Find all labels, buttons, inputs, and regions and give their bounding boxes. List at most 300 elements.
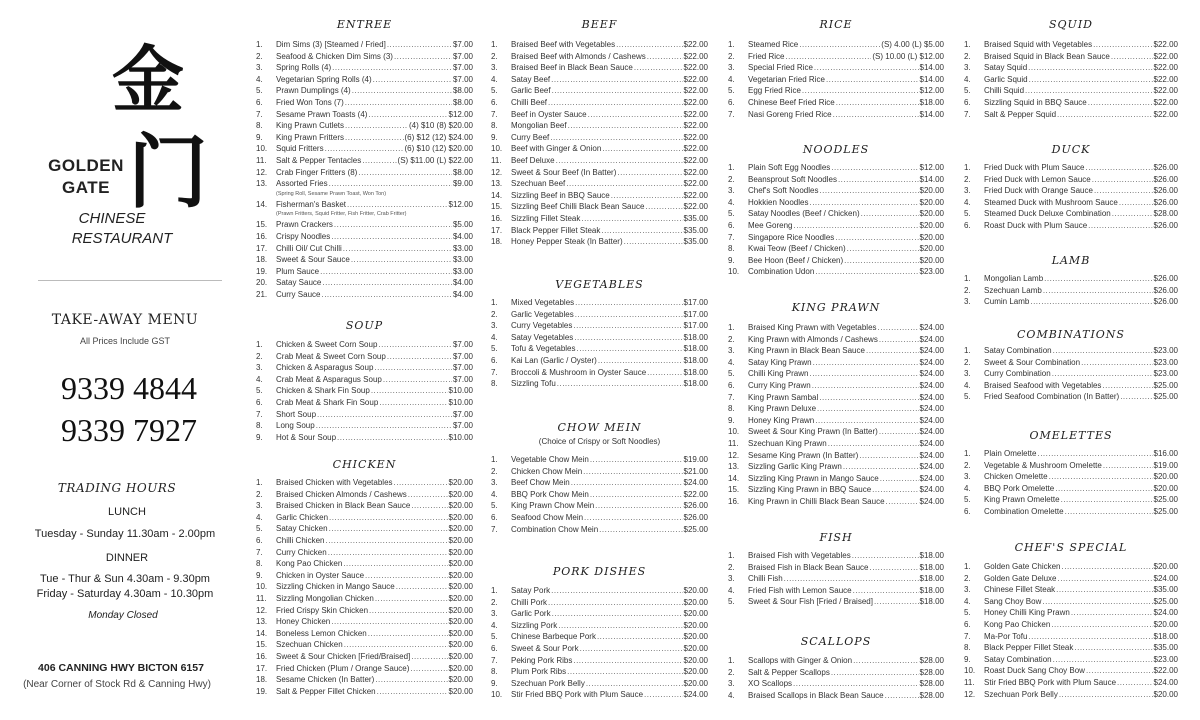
item-name: Satay Combination: [984, 654, 1052, 664]
item-number: 18.: [256, 255, 268, 265]
item-name: Peking Pork Ribs: [511, 655, 573, 665]
item-price: $20.00: [919, 209, 944, 219]
menu-item: [964, 574, 1178, 586]
item-number: 3.: [964, 186, 971, 196]
item-name: Broccoli & Mushroom in Oyster Sauce: [511, 367, 647, 377]
item-price: $7.00: [452, 40, 473, 49]
item-number: 4.: [728, 585, 735, 595]
item-name: Steamed Duck with Mushroom Sauce: [984, 197, 1118, 207]
item-number: 4.: [964, 74, 971, 84]
item-price: $4.00: [452, 278, 473, 288]
menu-item: [256, 375, 473, 387]
item-price: (S) 10.00 (L) $12.00: [872, 51, 944, 61]
item-price: $20.00: [448, 524, 473, 534]
item-leader: [571, 478, 683, 487]
item-number: 16.: [256, 651, 268, 661]
item-leader: [1037, 449, 1152, 458]
menu-item: [491, 513, 708, 525]
menu-item: [491, 598, 708, 610]
item-leader: [817, 404, 918, 413]
menu-column-2: [491, 0, 708, 720]
menu-item: [491, 679, 708, 691]
item-leader: [1044, 274, 1152, 283]
item-name: Salt & Pepper Scallops: [748, 667, 830, 677]
item-name: Curry Beef: [511, 132, 550, 142]
menu-item: [964, 678, 1178, 690]
item-leader: [351, 255, 452, 264]
item-price: $18.00: [919, 574, 944, 584]
menu-item: [728, 335, 944, 347]
item-name: King Prawn Chow Mein: [511, 501, 595, 511]
menu-item: [964, 86, 1178, 98]
section-title-fish: FISH: [819, 531, 853, 544]
item-leader: [1119, 198, 1153, 207]
menu-item: [256, 398, 473, 410]
item-number: 4.: [728, 74, 735, 84]
item-leader: [819, 393, 918, 402]
item-price: (S) $11.00 (L) $22.00: [397, 155, 473, 165]
item-number: 3.: [728, 346, 735, 356]
item-price: $20.00: [1153, 689, 1178, 699]
entree-list: [256, 40, 473, 301]
item-name: Sizzling Beef in BBQ Sauce: [511, 190, 610, 200]
item-number: 1.: [256, 40, 263, 49]
menu-item: [964, 52, 1178, 64]
item-name: Sweet & Sour King Prawn (In Batter): [748, 427, 878, 437]
item-name: Squid Fritters: [276, 144, 324, 154]
item-number: 2.: [964, 174, 971, 184]
item-number: 2.: [256, 351, 263, 361]
chefs-special-list: [964, 562, 1178, 701]
item-name: Honey Chilli King Prawn: [984, 608, 1070, 618]
menu-item: [491, 52, 708, 64]
menu-item: [491, 40, 708, 52]
item-price: $18.00: [919, 585, 944, 595]
item-leader: [1052, 369, 1153, 378]
item-leader: [826, 75, 919, 84]
item-price: $28.00: [919, 679, 944, 689]
item-leader: [575, 310, 683, 319]
item-leader: [575, 298, 682, 307]
item-name: Braised Squid with Vegetables: [984, 40, 1093, 49]
item-number: 13.: [256, 179, 268, 189]
item-leader: [814, 63, 919, 72]
item-leader: [329, 513, 448, 522]
item-number: 9.: [491, 678, 498, 688]
menu-item: [491, 298, 708, 310]
item-name: Vegetable & Mushroom Omelette: [984, 460, 1102, 470]
item-price: $22.00: [683, 167, 708, 177]
menu-item: [256, 687, 473, 699]
item-number: 3.: [728, 186, 735, 196]
item-name: BBQ Pork Chow Mein: [511, 489, 589, 499]
king-prawn-list: [728, 323, 944, 509]
item-name: Steamed Duck Deluxe Combination: [984, 209, 1111, 219]
menu-item: [256, 421, 473, 433]
item-leader: [1058, 574, 1153, 583]
item-name: Sizzling Garlic King Prawn: [748, 462, 842, 472]
menu-item: [256, 40, 473, 52]
menu-item: [728, 256, 944, 268]
item-price: $22.00: [1153, 86, 1178, 96]
item-number: 1.: [964, 163, 971, 172]
item-price: $25.00: [1153, 596, 1178, 606]
menu-item: [964, 369, 1178, 381]
item-price: $20.00: [919, 255, 944, 265]
menu-item: [964, 286, 1178, 298]
item-name: Combination Udon: [748, 267, 815, 277]
item-number: 4.: [256, 512, 263, 522]
menu-item: [964, 358, 1178, 370]
item-leader: [337, 433, 447, 442]
item-leader: [1053, 346, 1153, 355]
item-leader: [345, 133, 403, 142]
item-name: King Prawn Fritters: [276, 132, 345, 142]
menu-title: TAKE-AWAY MENU: [51, 312, 199, 328]
menu-column-1: [256, 0, 473, 720]
item-leader: [616, 40, 682, 49]
item-number: 2.: [256, 51, 263, 61]
item-leader: [556, 156, 683, 165]
item-number: 2.: [728, 51, 735, 61]
item-name: Sizzling Squid in BBQ Sauce: [984, 97, 1087, 107]
item-name: Beansprout Soft Noodles: [748, 174, 837, 184]
item-number: 4.: [256, 374, 263, 384]
menu-item: [964, 198, 1178, 210]
item-number: 1.: [964, 346, 971, 355]
item-leader: [819, 186, 918, 195]
menu-item: [491, 490, 708, 502]
item-name: Stir Fried BBQ Pork with Plum Sauce: [511, 690, 644, 700]
item-leader: [334, 220, 452, 229]
item-name: Black Pepper Fillet Steak: [511, 225, 601, 235]
menu-item: [728, 404, 944, 416]
item-price: $8.00: [452, 167, 473, 177]
item-name: Chilli Pork: [511, 597, 548, 607]
menu-item: [256, 255, 473, 267]
item-number: 9.: [728, 255, 735, 265]
section-title-omelettes: OMELETTES: [1029, 429, 1113, 442]
item-price: $20.00: [1153, 483, 1178, 493]
item-number: 3.: [491, 63, 498, 73]
item-price: $28.00: [1153, 209, 1178, 219]
item-name: Sizzling Fillet Steak: [511, 213, 581, 223]
item-price: $20.00: [448, 559, 473, 569]
menu-item: [964, 381, 1178, 393]
item-leader: [1030, 297, 1152, 306]
item-price: $20.00: [448, 582, 473, 592]
item-price: $23.00: [1153, 357, 1178, 367]
item-price: $24.00: [1153, 677, 1178, 687]
item-leader: [375, 675, 447, 684]
item-number: 8.: [256, 421, 263, 431]
item-number: 9.: [728, 415, 735, 425]
menu-item: [256, 410, 473, 422]
item-number: 13.: [256, 617, 268, 627]
item-leader: [344, 640, 448, 649]
item-number: 2.: [964, 460, 971, 470]
item-leader: [387, 352, 452, 361]
item-price: $20.00: [919, 220, 944, 230]
item-name: Plum Pork Ribs: [511, 667, 567, 677]
item-number: 6.: [491, 355, 498, 365]
item-price: $20.00: [919, 186, 944, 196]
menu-item: [256, 168, 473, 180]
item-price: $22.00: [683, 144, 708, 154]
menu-item: [491, 644, 708, 656]
item-name: Garlic Squid: [984, 74, 1028, 84]
item-number: 2.: [964, 51, 971, 61]
menu-item: [491, 179, 708, 191]
item-number: 5.: [491, 632, 498, 642]
menu-item: [728, 668, 944, 680]
item-leader: [879, 427, 919, 436]
menu-item: [491, 237, 708, 249]
brand-name-line2: GATE: [62, 178, 110, 197]
item-price: $20.00: [683, 643, 708, 653]
item-leader: [568, 121, 683, 130]
dinner-hours-2: Friday - Saturday 4.30am - 10.30pm: [36, 588, 214, 600]
item-name: Fried Fish with Lemon Sauce: [748, 585, 852, 595]
section-title-chefs-special: CHEF'S SPECIAL: [1014, 541, 1128, 554]
item-leader: [1042, 597, 1152, 606]
item-number: 6.: [728, 97, 735, 107]
item-name: Sesame King Prawn (In Batter): [748, 450, 859, 460]
item-leader: [552, 86, 683, 95]
item-price: $18.00: [683, 344, 708, 354]
item-name: Chicken & Shark Fin Soup: [276, 386, 370, 396]
item-price: $22.00: [1153, 63, 1178, 73]
item-price: $20.00: [683, 678, 708, 688]
item-name: Hot & Sour Soup: [276, 432, 337, 442]
item-price: $18.00: [919, 562, 944, 572]
item-number: 9.: [491, 132, 498, 142]
item-leader: [853, 586, 919, 595]
item-price: $25.00: [683, 524, 708, 534]
item-price: $20.00: [448, 651, 473, 661]
menu-item: [256, 75, 473, 87]
menu-item: [256, 121, 473, 133]
item-number: 13.: [491, 179, 503, 189]
item-number: 4.: [491, 620, 498, 630]
item-name: Egg Fried Rice: [748, 86, 801, 96]
item-leader: [838, 175, 919, 184]
item-price: $28.00: [919, 656, 944, 665]
item-number: 2.: [491, 51, 498, 61]
item-name: Tofu & Vegetables: [511, 344, 576, 354]
menu-item: [964, 63, 1178, 75]
item-price: $24.00: [919, 404, 944, 414]
item-name: Szechuan Pork Belly: [984, 689, 1058, 699]
item-leader: [411, 652, 447, 661]
divider-top: [38, 280, 222, 281]
item-price: $14.00: [919, 63, 944, 73]
item-number: 14.: [256, 628, 268, 638]
item-leader: [345, 98, 452, 107]
item-name: Braised Chicken Almonds / Cashews: [276, 489, 407, 499]
item-name: Plain Omelette: [984, 449, 1037, 458]
menu-item: [256, 200, 473, 212]
item-leader: [644, 690, 682, 699]
item-leader: [1056, 585, 1152, 594]
item-leader: [548, 598, 683, 607]
item-price: $22.00: [683, 74, 708, 84]
item-price: $17.00: [683, 298, 708, 307]
item-leader: [634, 63, 683, 72]
item-number: 5.: [256, 86, 263, 96]
item-leader: [1028, 632, 1152, 641]
item-leader: [1055, 484, 1152, 493]
item-leader: [377, 687, 448, 696]
item-number: 16.: [256, 231, 268, 241]
item-leader: [809, 369, 918, 378]
item-number: 2.: [491, 597, 498, 607]
menu-item: [964, 484, 1178, 496]
menu-item: [256, 179, 473, 191]
item-number: 12.: [256, 605, 268, 615]
item-price: $20.00: [448, 605, 473, 615]
item-number: 18.: [491, 237, 503, 247]
menu-item: [491, 133, 708, 145]
item-price: $7.00: [452, 351, 473, 361]
menu-item: [256, 386, 473, 398]
item-leader: [844, 256, 918, 265]
item-price: $22.00: [683, 190, 708, 200]
item-number: 10.: [256, 582, 268, 592]
item-name: Roast Duck Sang Choy Bow: [984, 666, 1085, 676]
fish-list: [728, 551, 944, 609]
item-price: $20.00: [448, 686, 473, 696]
item-number: 3.: [491, 478, 498, 488]
item-leader: [835, 233, 918, 242]
item-name: King Prawn in Black Bean Sauce: [748, 346, 865, 356]
item-price: $24.00: [1153, 608, 1178, 618]
item-price: $35.00: [1153, 585, 1178, 595]
item-number: 5.: [964, 392, 971, 402]
item-leader: [371, 386, 448, 395]
menu-item: [964, 175, 1178, 187]
section-title-scallops: SCALLOPS: [800, 635, 872, 648]
rice-list: [728, 40, 944, 121]
item-number: 3.: [491, 321, 498, 331]
item-leader: [611, 191, 683, 200]
menu-item: [491, 110, 708, 122]
item-leader: [1094, 186, 1153, 195]
item-name: Garlic Pork: [511, 609, 551, 619]
item-leader: [328, 548, 448, 557]
item-leader: [1088, 98, 1153, 107]
item-name: Satay Beef: [511, 74, 551, 84]
item-number: 16.: [728, 496, 740, 506]
pork-list: [491, 586, 708, 702]
menu-item: [491, 586, 708, 598]
item-name: Chicken & Asparagus Soup: [276, 363, 374, 373]
menu-item: [491, 191, 708, 203]
item-leader: [379, 398, 447, 407]
item-name: Satay King Prawn: [748, 357, 812, 367]
item-leader: [345, 121, 408, 130]
vegetables-list: [491, 298, 708, 391]
item-name: Roast Duck with Plum Sauce: [984, 220, 1088, 230]
menu-item: [491, 656, 708, 668]
item-price: $7.00: [452, 374, 473, 384]
item-name: Seafood Chow Mein: [511, 512, 584, 522]
item-leader: [799, 40, 880, 49]
item-number: 3.: [256, 363, 263, 373]
item-leader: [552, 609, 683, 618]
menu-item: [491, 321, 708, 333]
menu-item: [728, 586, 944, 598]
item-number: 18.: [256, 675, 268, 685]
item-price: $5.00: [452, 220, 473, 230]
item-leader: [813, 358, 919, 367]
menu-item: [491, 156, 708, 168]
item-name: King Prawn in Chilli Black Bean Sauce: [748, 496, 885, 506]
item-leader: [617, 168, 682, 177]
item-leader: [373, 75, 452, 84]
item-number: 8.: [256, 121, 263, 131]
item-price: $26.00: [683, 512, 708, 522]
section-title-king-prawn: KING PRAWN: [791, 301, 881, 314]
item-name: Chilli King Prawn: [748, 369, 809, 379]
item-number: 12.: [964, 689, 976, 699]
item-number: 1.: [256, 340, 263, 349]
item-leader: [1051, 620, 1152, 629]
item-leader: [601, 226, 682, 235]
menu-item: [256, 675, 473, 687]
menu-item: [964, 449, 1178, 461]
item-price: $20.00: [448, 675, 473, 685]
item-number: 11.: [256, 593, 267, 603]
item-price: $35.00: [1153, 643, 1178, 653]
menu-item: [728, 474, 944, 486]
menu-item: [728, 163, 944, 175]
item-name: Cumin Lamb: [984, 297, 1030, 307]
item-price: $20.00: [448, 489, 473, 499]
item-name: Plum Sauce: [276, 266, 320, 276]
item-leader: [322, 278, 452, 287]
section-title-rice: RICE: [819, 18, 853, 31]
item-name: Szechuan Beef: [511, 179, 566, 189]
menu-item: [256, 133, 473, 145]
item-number: 5.: [491, 344, 498, 354]
item-leader: [329, 179, 452, 188]
item-name: Sesame Prawn Toasts (4): [276, 109, 368, 119]
item-name: Sesame Chicken (In Batter): [276, 675, 375, 685]
section-title-pork: PORK DISHES: [552, 565, 647, 578]
menu-item: [491, 455, 708, 467]
item-number: 1.: [728, 163, 735, 172]
item-leader: [874, 597, 919, 606]
menu-item: [256, 664, 473, 676]
item-leader: [831, 163, 918, 172]
item-leader: [859, 451, 918, 460]
item-number: 2.: [256, 489, 263, 499]
menu-item: [491, 379, 708, 391]
item-name: Sweet & Sour Sauce: [276, 255, 350, 265]
noodles-list: [728, 163, 944, 279]
item-leader: [567, 667, 682, 676]
menu-item: [491, 621, 708, 633]
item-leader: [394, 52, 452, 61]
item-leader: [1085, 163, 1152, 172]
item-price: $20.00: [683, 597, 708, 607]
item-leader: [1025, 86, 1153, 95]
menu-item: [964, 163, 1178, 175]
item-leader: [378, 340, 452, 349]
item-name: Satay Vegetables: [511, 332, 574, 342]
item-name: Garlic Chicken: [276, 512, 329, 522]
